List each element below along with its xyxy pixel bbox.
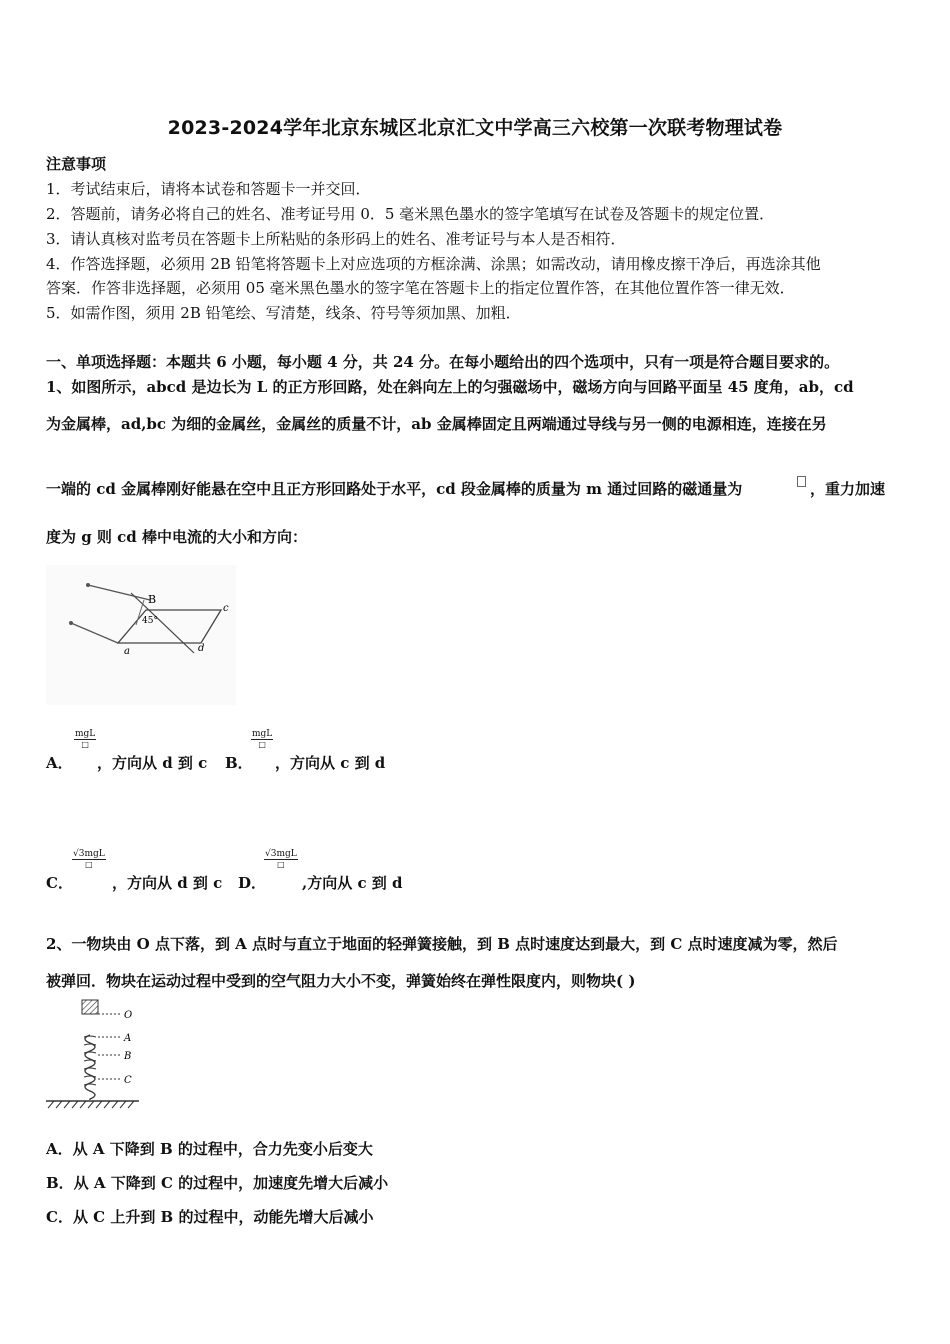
label-angle: 45°: [142, 616, 158, 626]
q2-spring-figure: [44, 997, 144, 1111]
q2-option: C．从 C 上升到 B 的过程中，动能先增大后减小: [46, 1208, 374, 1226]
option-label: A．: [46, 754, 73, 772]
label-B: B: [148, 593, 157, 606]
option-label: B．: [225, 754, 253, 772]
option-text: ，方向从 d 到 c: [112, 874, 223, 892]
svg-text:B: B: [124, 1051, 132, 1062]
q1-text-line: 度为 g 则 cd 棒中电流的大小和方向：: [46, 528, 308, 546]
notice-item: 4．作答选择题，必须用 2B 铅笔将答题卡上对应选项的方框涂满、涂黑；如需改动，请用橡皮擦干净后，再选涂其他: [46, 255, 821, 273]
svg-text:O: O: [124, 1010, 133, 1021]
notice-heading: 注意事项: [46, 155, 107, 173]
svg-text:A: A: [124, 1033, 132, 1044]
svg-text:C: C: [124, 1075, 132, 1086]
option-label: C．: [46, 874, 73, 892]
page-title: 2023-2024学年北京东城区北京汇文中学高三六校第一次联考物理试卷: [167, 117, 783, 139]
formula-fraction: √3mgL □: [265, 849, 297, 869]
q2-text-line: 2、一物块由 O 点下落，到 A 点时与直立于地面的轻弹簧接触，到 B 点时速度达到最大，到 C 点时速度减为零，然后: [46, 935, 838, 953]
block: [82, 1000, 98, 1014]
formula-fraction: mgL □: [252, 729, 273, 749]
notice-item: 5．如需作图，须用 2B 铅笔绘、写清楚，线条、符号等须加黑、加粗．: [46, 304, 521, 322]
q2-option: B．从 A 下降到 C 的过程中，加速度先增大后减小: [46, 1174, 389, 1192]
notice-item: 答案．作答非选择题，必须用 05 毫米黑色墨水的签字笔在答题卡上的指定位置作答，在其他位置作答一律无效．: [46, 279, 795, 297]
q2-text-line: 被弹回．物块在运动过程中受到的空气阻力大小不变，弹簧始终在弹性限度内，则物块( ): [46, 972, 636, 990]
formula-fraction: √3mgL □: [73, 849, 105, 869]
flux-placeholder-icon: [797, 476, 806, 487]
q1-figure: [46, 565, 236, 705]
option-text: ,方向从 c 到 d: [302, 874, 403, 892]
q1-text-line: 1、如图所示，abcd 是边长为 L 的正方形回路，处在斜向左上的匀强磁场中，磁场方向与回路平面呈 45 度角，ab，cd: [46, 378, 854, 396]
notice-item: 1．考试结束后，请将本试卷和答题卡一并交回．: [46, 180, 371, 198]
notice-item: 2．答题前，请务必将自己的姓名、准考证号用 0．5 毫米黑色墨水的签字笔填写在试卷及答题卡的规定位置．: [46, 205, 775, 223]
option-text: ，方向从 d 到 c: [97, 754, 208, 772]
label-c: c: [223, 603, 229, 614]
label-a: a: [124, 646, 130, 657]
q1-text-line: 一端的 cd 金属棒刚好能悬在空中且正方形回路处于水平，cd 段金属棒的质量为 m 通过回路的磁通量为: [46, 480, 743, 498]
q2-option: A．从 A 下降到 B 的过程中，合力先变小后变大: [46, 1140, 373, 1158]
label-d: d: [198, 643, 205, 654]
section-heading: 一、单项选择题：本题共 6 小题，每小题 4 分，共 24 分。在每小题给出的四个选项中，只有一项是符合题目要求的。: [46, 353, 840, 371]
option-text: ，方向从 c 到 d: [275, 754, 386, 772]
notice-item: 3．请认真核对监考员在答题卡上所粘贴的条形码上的姓名、准考证号与本人是否相符．: [46, 230, 626, 248]
formula-fraction: mgL □: [75, 729, 96, 749]
q1-text-line: 为金属棒，ad,bc 为细的金属丝，金属丝的质量不计，ab 金属棒固定且两端通过导线与另一侧的电源相连，连接在另: [46, 415, 827, 433]
q1-text-line: ，重力加速: [810, 480, 886, 498]
option-label: D．: [238, 874, 267, 892]
